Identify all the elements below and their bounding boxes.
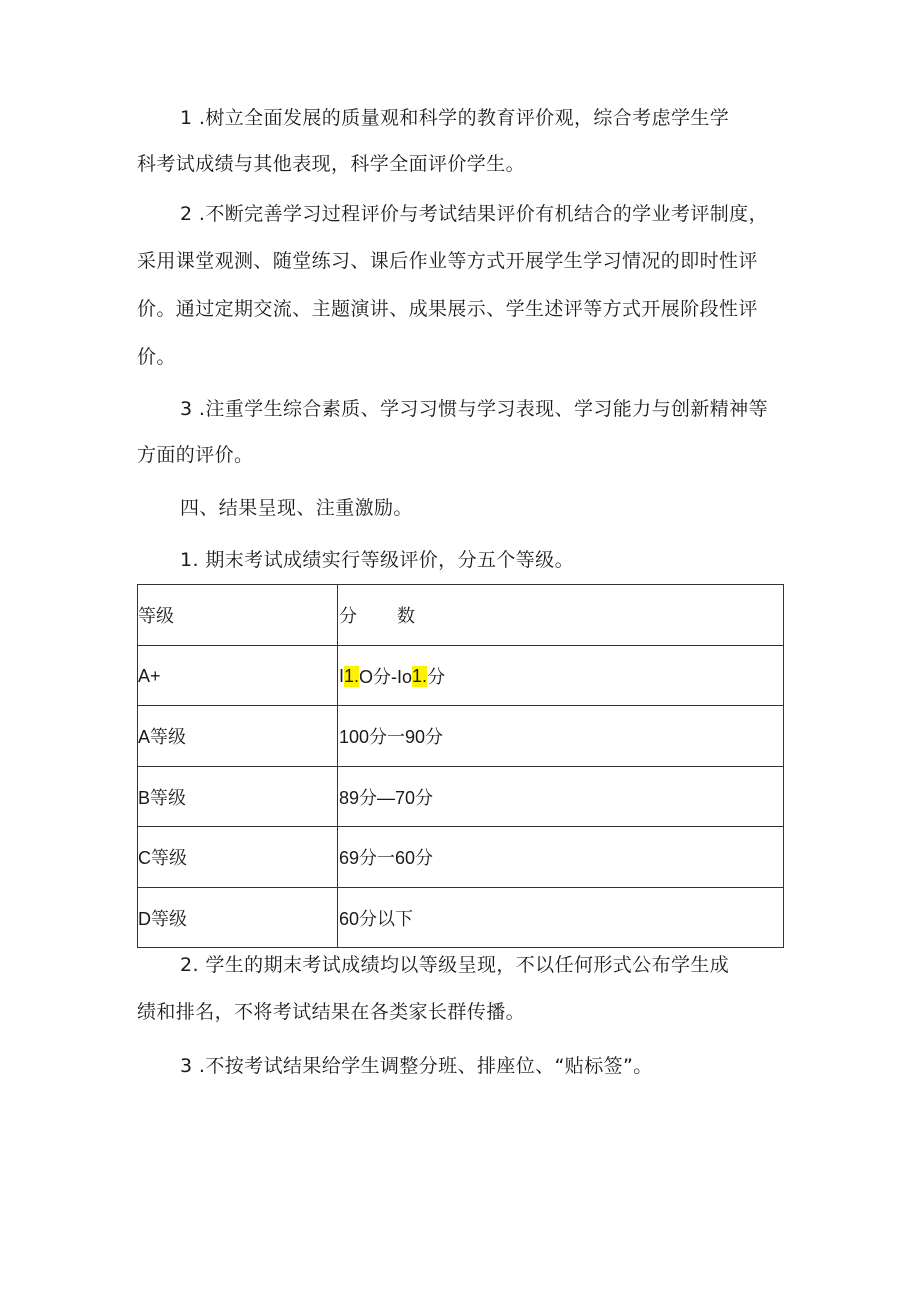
paragraph-2-line-2: 采用课堂观测、随堂练习、课后作业等方式开展学生学习情况的即时性评 <box>137 250 758 272</box>
section-4-item-1: 1. 期末考试成绩实行等级评价，分五个等级。 <box>180 549 574 571</box>
grade-cell: D等级 <box>138 909 187 929</box>
score-text: I <box>339 665 345 686</box>
paragraph-2-line-3: 价。通过定期交流、主题演讲、成果展示、学生述评等方式开展阶段性评 <box>137 298 758 320</box>
grade-table <box>137 584 784 948</box>
table-header-row <box>138 585 783 646</box>
table-row <box>138 826 783 887</box>
paragraph-2-line-4: 价。 <box>137 346 176 368</box>
grade-cell: C等级 <box>138 848 187 868</box>
section-4-item-3: 3 .不按考试结果给学生调整分班、排座位、“贴标签”。 <box>180 1055 653 1077</box>
section-4-item-2-line-2: 绩和排名，不将考试结果在各类家长群传播。 <box>137 1001 526 1023</box>
score-cell: 100分一90分 <box>339 727 444 747</box>
paragraph-1-line-1: 1 .树立全面发展的质量观和科学的教育评价观，综合考虑学生学 <box>180 107 730 129</box>
score-text: O分-Io <box>359 667 413 687</box>
highlighted-text: 1. <box>412 665 428 686</box>
section-4-heading: 四、结果呈现、注重激励。 <box>180 497 413 519</box>
table-row <box>138 887 783 948</box>
header-grade: 等级 <box>138 606 174 626</box>
score-text: 分 <box>427 667 446 687</box>
section-4-item-2-line-1: 2. 学生的期末考试成绩均以等级呈现，不以任何形式公布学生成 <box>180 954 730 976</box>
score-cell: 60分以下 <box>339 909 414 929</box>
grade-cell: A+ <box>138 665 161 686</box>
paragraph-2-line-1: 2 .不断完善学习过程评价与考试结果评价有机结合的学业考评制度， <box>180 203 768 225</box>
score-cell: 69分一60分 <box>339 848 434 868</box>
grade-cell: B等级 <box>138 788 187 808</box>
table-row <box>138 645 783 706</box>
paragraph-3-line-2: 方面的评价。 <box>137 444 254 466</box>
score-cell <box>339 646 445 706</box>
paragraph-1-line-2: 科考试成绩与其他表现，科学全面评价学生。 <box>137 153 526 175</box>
score-cell: 89分—70分 <box>339 788 434 808</box>
paragraph-3-line-1: 3 .注重学生综合素质、学习习惯与学习表现、学习能力与创新精神等 <box>180 398 768 420</box>
highlighted-text: 1. <box>344 665 360 686</box>
table-row <box>138 766 783 827</box>
header-score: 分 数 <box>339 606 416 626</box>
grade-cell: A等级 <box>138 727 187 747</box>
table-row <box>138 705 783 766</box>
